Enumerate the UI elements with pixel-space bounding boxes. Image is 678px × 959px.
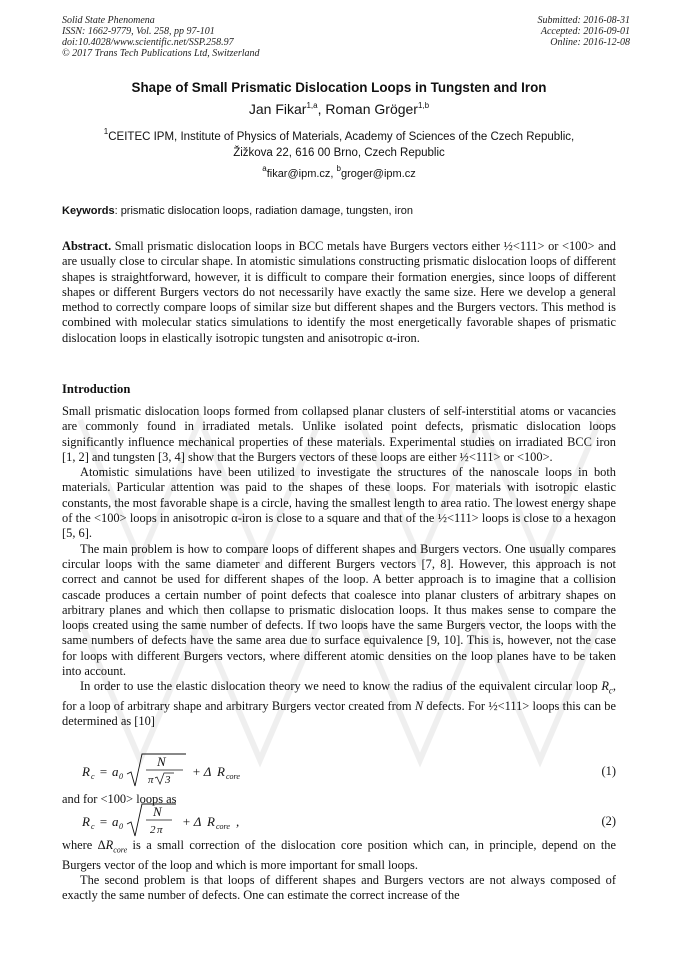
svg-text:R: R xyxy=(217,764,225,779)
svg-text:R: R xyxy=(207,814,215,829)
svg-text:π: π xyxy=(148,774,154,786)
paragraph-text: defects. For ½<111> loops this can be determined as [10] xyxy=(62,699,616,729)
affiliation xyxy=(60,129,618,161)
svg-text:+ Δ: + Δ xyxy=(192,764,212,779)
affiliation-line: Žižkova 22, 616 00 Brno, Czech Republic xyxy=(233,147,445,159)
svg-text:+ Δ: + Δ xyxy=(182,814,202,829)
math-variable: R xyxy=(601,679,609,694)
svg-text:c: c xyxy=(91,822,95,831)
email-link[interactable]: groger@ipm.cz xyxy=(341,168,416,180)
svg-text:c: c xyxy=(91,772,95,781)
author-affil-marker: 1,a xyxy=(306,101,318,110)
issn-line: ISSN: 1662-9779, Vol. 258, pp 97-101 xyxy=(62,26,215,37)
paragraph-text: In order to use the elastic dislocation theory we need to know the radius of the equivalent circular loop xyxy=(80,679,602,694)
svg-text:N: N xyxy=(153,804,162,819)
submission-dates xyxy=(538,15,631,48)
introduction-body xyxy=(62,404,616,730)
author-affil-marker: 1,b xyxy=(417,101,430,110)
keywords xyxy=(62,205,622,217)
affiliation-marker: 1 xyxy=(103,127,109,136)
online-date: Online: 2016-12-08 xyxy=(550,37,630,48)
affiliation-line: CEITEC IPM, Institute of Physics of Materials, Academy of Sciences of the Czech Republic, xyxy=(108,131,575,143)
abstract-label: Abstract. xyxy=(62,239,112,253)
svg-text:=: = xyxy=(99,814,108,829)
abstract xyxy=(62,239,616,346)
svg-text:0: 0 xyxy=(119,772,123,781)
paragraph-text: , for a loop of arbitrary shape and arbitrary Burgers vector created from xyxy=(62,679,616,714)
journal-info xyxy=(62,15,260,59)
svg-text:=: = xyxy=(99,764,108,779)
paragraph xyxy=(62,838,616,873)
math-variable: N xyxy=(414,699,424,714)
email-link[interactable]: fikar@ipm.cz xyxy=(266,168,331,180)
author-emails xyxy=(0,164,678,180)
math-subscript: c xyxy=(608,685,613,696)
paragraph: Small prismatic dislocation loops formed from collapsed planar clusters of self-interstitial atoms or vacancies are commonly found in irradiated metals. Unlike isolated point defects, prismatic dislocation loops significantly influence mechanical properties of these materials. Experimental studies on irradiated BCC iron [1, 2] and tungsten [3, 4] show that the Burgers vectors of these loops are either ½<111> or <100>. xyxy=(62,404,616,464)
doi-line: doi:10.4028/www.scientific.net/SSP.258.97 xyxy=(62,37,234,48)
svg-text:R: R xyxy=(82,764,90,779)
copyright-line: © 2017 Trans Tech Publications Ltd, Switzerland xyxy=(62,48,260,59)
svg-text:,: , xyxy=(236,814,240,829)
submitted-date: Submitted: 2016-08-31 xyxy=(537,15,630,26)
svg-text:3: 3 xyxy=(165,774,171,786)
svg-text:0: 0 xyxy=(119,822,123,831)
equation-2 xyxy=(62,802,616,842)
paragraph-text: is a small correction of the dislocation core position which can, in principle, depend on the Burgers vector of the loop and which is more important for small loops. xyxy=(62,838,616,872)
paragraph xyxy=(62,679,616,729)
email-separator: , xyxy=(330,168,337,180)
post-equation-text xyxy=(62,838,616,904)
svg-text:a: a xyxy=(112,814,119,829)
equation-1 xyxy=(62,752,616,792)
paragraph: The main problem is how to compare loops of different shapes and Burgers vectors. One usually compares circular loops with the same diameter and different Burgers vectors [7, 8]. However, this approach is not correct and cannot be used for different shapes of the loop. A better approach is to imagine that a collision cascade produces a certain number of point defects that coalesce into planar clusters of arbitrary shapes on arbitrary planes and which then collapse to prismatic dislocation loops. It thus makes sense to compare the loops created using the same number of defects. If two loops have the same Burgers vector, the loops with the same numbers of defects have the same area due to surface equivalence [9, 10]. This is, however, not the case for loops with different Burgers vectors, where different atomic densities on the loop planes have to be taken into account. xyxy=(62,541,616,679)
email-marker: b xyxy=(336,164,341,173)
equation-1-formula xyxy=(82,752,302,792)
delta-r-core-symbol: $\Delta R_{core}$ xyxy=(97,838,128,855)
equation-number: (1) xyxy=(601,764,616,778)
keywords-text: : prismatic dislocation loops, radiation damage, tungsten, iron xyxy=(114,205,413,217)
abstract-text: Small prismatic dislocation loops in BCC metals have Burgers vectors either ½<111> or <100> and are usually close to circular shape. In atomistic simulations constructing prismatic dislocation loops of different shapes is straightforward, however, it is difficult to compare their formation energies, since loops of different shapes or different Burgers vectors do not necessarily have exactly the same size. Here we develop a general method to correctly compare loops of similar size but different shapes and the Burgers vectors. This method is combined with molecular statics simulations to identify the most energetically favorable shapes of prismatic dislocation loops in elastically isotropic tungsten and anisotropic α-iron. xyxy=(62,239,616,345)
svg-text:core: core xyxy=(226,772,240,781)
svg-text:2: 2 xyxy=(150,824,156,836)
paper-title: Shape of Small Prismatic Dislocation Loops in Tungsten and Iron xyxy=(131,80,547,95)
author-separator: , xyxy=(317,101,326,117)
keywords-label: Keywords xyxy=(62,205,115,217)
svg-text:a: a xyxy=(112,764,119,779)
svg-text:R: R xyxy=(82,814,90,829)
author-name: Jan Fikar xyxy=(248,101,307,117)
email-marker: a xyxy=(262,164,267,173)
journal-name: Solid State Phenomena xyxy=(62,15,155,26)
paragraph: Atomistic simulations have been utilized to investigate the structures of the nanoscale loops in both materials. Particular attention was paid to the shapes of these loops. For materials with isotropic elastic constants, the most favorable shape is a circle, having the smallest length to area ratio. The lowest energy shape of the <100> loops in anisotropic α-iron is close to a square and that of the ½<111> loops is close to a hexagon [5, 6]. xyxy=(62,465,616,541)
paragraph-text: where xyxy=(62,838,98,852)
equation-number: (2) xyxy=(601,814,616,828)
svg-text:core: core xyxy=(216,822,230,831)
equation-connector-text: and for <100> loops as xyxy=(62,792,177,806)
svg-text:π: π xyxy=(157,824,163,836)
paragraph: The second problem is that loops of different shapes and Burgers vectors are not always composed of exactly the same number of defects. One can estimate the correct increase of the xyxy=(62,873,616,903)
svg-text:N: N xyxy=(157,754,166,769)
author-name: Roman Gröger xyxy=(325,101,418,117)
equation-2-formula xyxy=(82,802,302,842)
section-heading: Introduction xyxy=(62,382,131,396)
author-list xyxy=(0,101,678,117)
accepted-date: Accepted: 2016-09-01 xyxy=(540,26,630,37)
